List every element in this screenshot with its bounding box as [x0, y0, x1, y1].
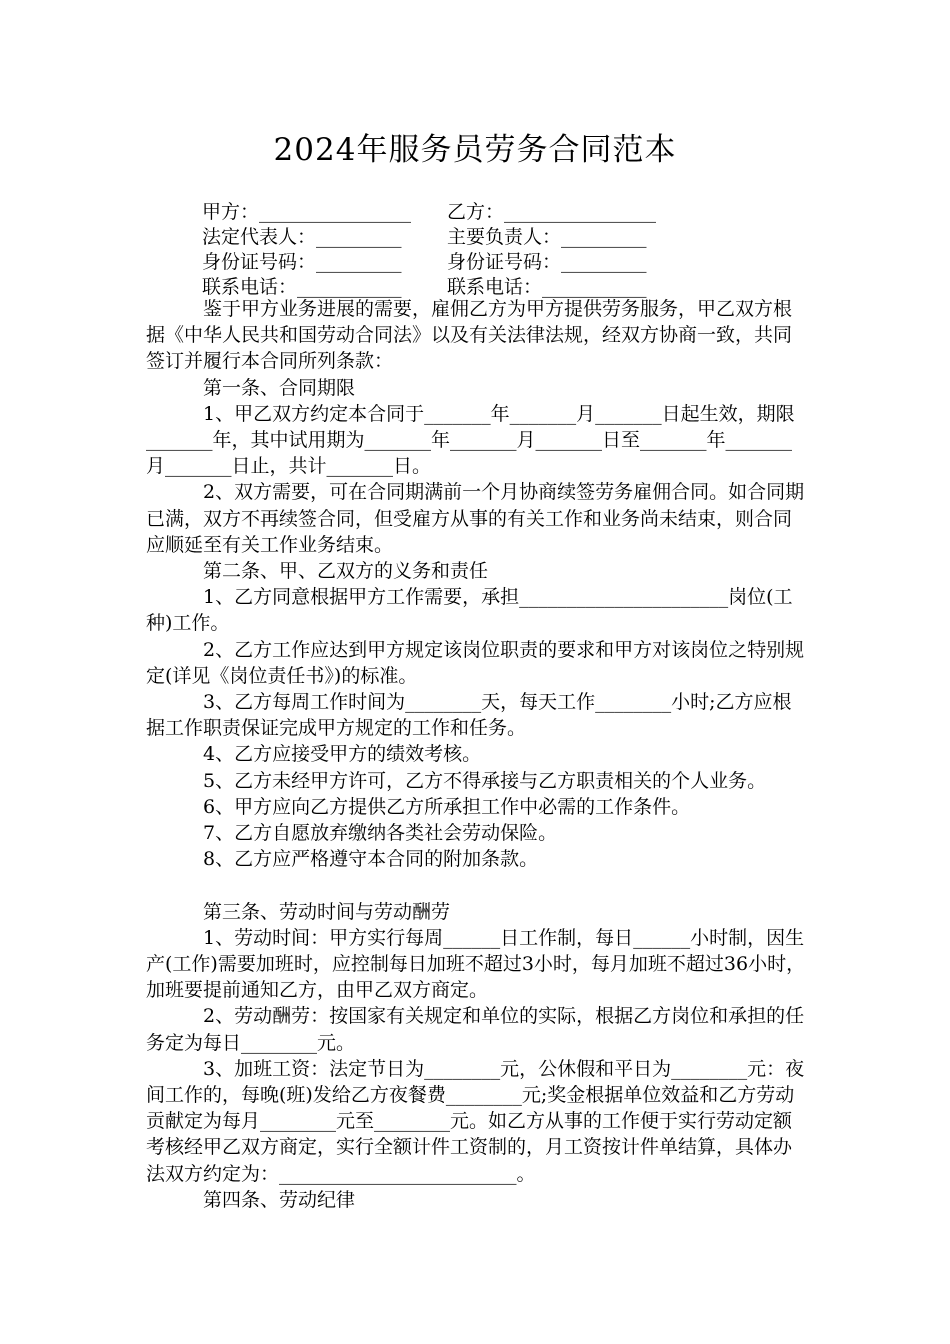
article-2-clause-1: 1、乙方同意根据甲方工作需要，承担______________________岗位(工种)工作。	[146, 586, 793, 635]
article-2-clause-4: 4、乙方应接受甲方的绩效考核。	[203, 743, 482, 766]
article-4-heading: 第四条、劳动纪律	[203, 1188, 356, 1211]
article-2-clause-6: 6、甲方应向乙方提供乙方所承担工作中必需的工作条件。	[203, 795, 691, 818]
party-b-phone-field: 联系电话：___________	[447, 276, 647, 298]
article-2-clause-5: 5、乙方未经甲方许可，乙方不得承接与乙方职责相关的个人业务。	[203, 769, 767, 792]
party-b-head-field: 主要负责人：_________	[447, 226, 647, 248]
document-title: 2024年服务员劳务合同范本	[273, 132, 677, 168]
party-b-id-field: 身份证号码：_________	[447, 251, 647, 273]
party-a-id-field: 身份证号码：_________	[202, 251, 402, 273]
article-3-heading: 第三条、劳动时间与劳动酬劳	[203, 900, 451, 923]
party-b-field: 乙方：________________	[447, 201, 657, 223]
article-3-clause-2: 2、劳动酬劳：按国家有关规定和单位的实际，根据乙方岗位和承担的任务定为每日________元。	[146, 1005, 805, 1054]
article-3-clause-1: 1、劳动时间：甲方实行每周______日工作制，每日______小时制，因生产(工作)需要加班时，应控制每日加班不超过3小时，每月加班不超过36小时，加班要提前通知乙方，由甲乙双方商定。	[146, 926, 806, 1002]
contract-body	[146, 296, 808, 1213]
article-3-clause-3: 3、加班工资：法定节日为________元，公休假和平日为________元：夜间工作的，每晚(班)发给乙方夜餐费________元;奖金根据单位效益和乙方劳动贡献定为每月________元至________元。如乙方从事的工作便于实行劳动定额考核经甲乙双方商定，实行全额计件工资制的，月工资按计件单结算，具体办法双方约定为：_________________________。	[146, 1057, 805, 1185]
article-2-clause-2: 2、乙方工作应达到甲方规定该岗位职责的要求和甲方对该岗位之特别规定(详见《岗位责任书》)的标准。	[146, 638, 805, 687]
article-1-clause-1: 1、甲乙双方约定本合同于_______年_______月_______日起生效，期限_______年，其中试用期为_______年_______月_______日至_______年_______月_______日止，共计_______日。	[146, 402, 795, 478]
party-a-legal-rep-field: 法定代表人：_________	[202, 226, 402, 248]
article-2-clause-8: 8、乙方应严格遵守本合同的附加条款。	[203, 848, 539, 871]
article-1-clause-2: 2、双方需要，可在合同期满前一个月协商续签劳务雇佣合同。如合同期已满，双方不再续签合同，但受雇方从事的有关工作和业务尚未结束，则合同应顺延至有关工作业务结束。	[146, 481, 805, 556]
article-2-clause-7: 7、乙方自愿放弃缴纳各类社会劳动保险。	[203, 822, 558, 845]
article-2-heading: 第二条、甲、乙双方的义务和责任	[203, 560, 489, 583]
party-a-phone-field: 联系电话：___________	[202, 276, 402, 298]
party-a-field: 甲方：________________	[202, 201, 412, 223]
preamble-paragraph: 鉴于甲方业务进展的需要，雇佣乙方为甲方提供劳务服务，甲乙双方根据《中华人民共和国劳动合同法》以及有关法律法规，经双方协商一致，共同签订并履行本合同所列条款：	[146, 298, 793, 373]
article-2-clause-3: 3、乙方每周工作时间为________天，每天工作________小时;乙方应根据工作职责保证完成甲方规定的工作和任务。	[146, 691, 792, 740]
article-1-heading: 第一条、合同期限	[203, 376, 356, 399]
paragraph-spacer	[146, 872, 808, 898]
